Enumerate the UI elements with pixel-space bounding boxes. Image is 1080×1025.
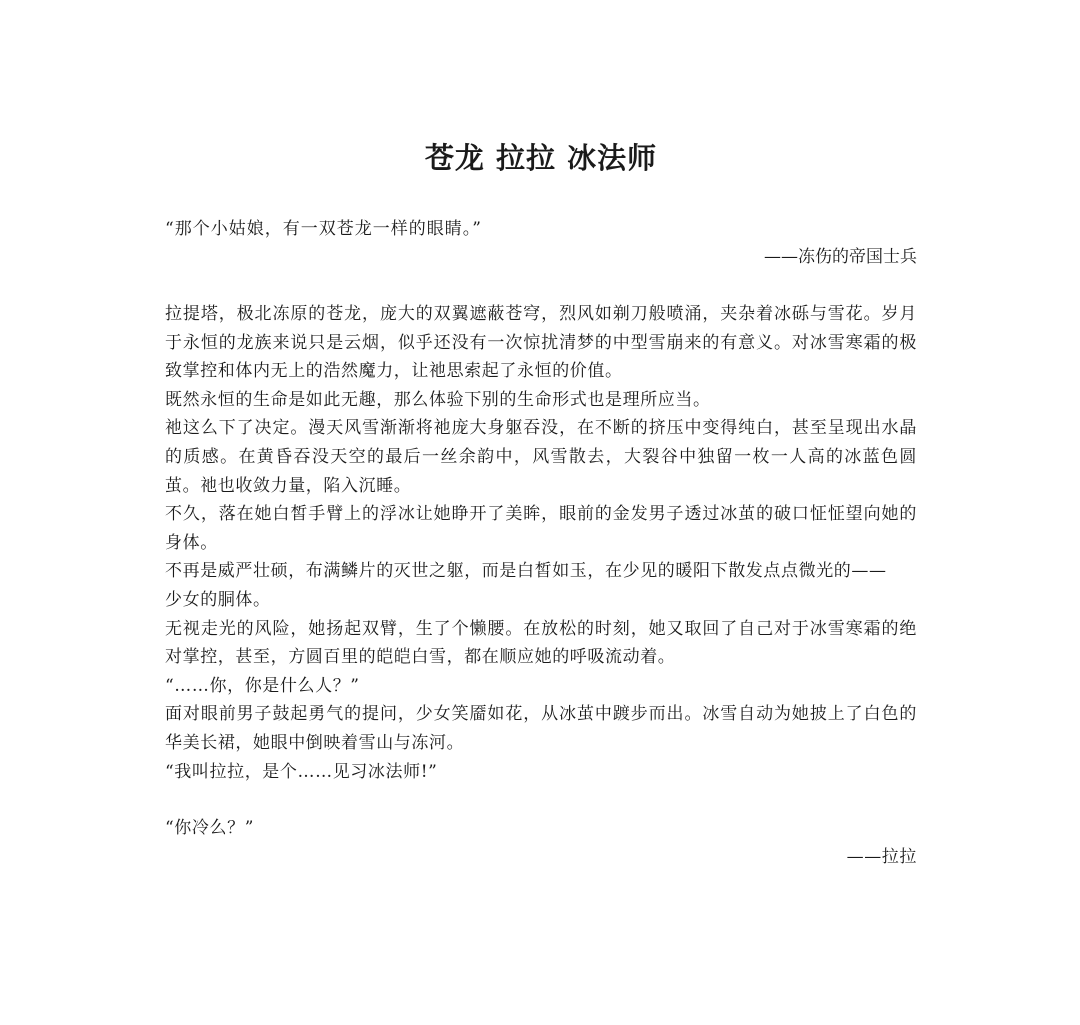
epigraph <box>165 215 917 271</box>
paragraph: 祂这么下了决定。漫天风雪渐渐将祂庞大身躯吞没，在不断的挤压中变得纯白，甚至呈现出水晶的质感。在黄昏吞没天空的最后一丝余韵中，风雪散去，大裂谷中独留一枚一人高的冰蓝色圆茧。祂也收敛力量，陷入沉睡。 <box>165 418 917 496</box>
closing-attribution: ——拉拉 <box>846 846 917 867</box>
closing-quote: “你冷么？” <box>165 818 254 839</box>
paragraph: “……你，你是什么人？” <box>165 675 360 696</box>
paragraph: 不再是威严壮硕，布满鳞片的灭世之躯，而是白皙如玉，在少见的暖阳下散发点点微光的—— <box>165 561 887 582</box>
paragraph: 少女的胴体。 <box>165 589 271 610</box>
paragraph: 面对眼前男子鼓起勇气的提问，少女笑靥如花，从冰茧中踱步而出。冰雪自动为她披上了白色的华美长裙，她眼中倒映着雪山与冻河。 <box>165 704 917 753</box>
paragraph: 既然永恒的生命是如此无趣，那么体验下别的生命形式也是理所应当。 <box>165 389 711 410</box>
paragraph: “我叫拉拉，是个……见习冰法师!” <box>165 761 438 782</box>
page-title: 苍龙 拉拉 冰法师 <box>424 141 658 175</box>
epigraph-quote: “那个小姑娘，有一双苍龙一样的眼睛。” <box>165 219 482 239</box>
paragraph: 无视走光的风险，她扬起双臂，生了个懒腰。在放松的时刻，她又取回了自己对于冰雪寒霜的绝对掌控，甚至，方圆百里的皑皑白雪，都在顺应她的呼吸流动着。 <box>165 618 917 668</box>
paragraph: 不久，落在她白皙手臂上的浮冰让她睁开了美眸，眼前的金发男子透过冰茧的破口怔怔望向她的身体。 <box>165 504 917 553</box>
paragraph: 拉提塔，极北冻原的苍龙，庞大的双翼遮蔽苍穹，烈风如剃刀般喷涌，夹杂着冰砾与雪花。岁月于永恒的龙族来说只是云烟，似乎还没有一次惊扰清梦的中型雪崩来的有意义。对冰雪寒霜的极致掌控和体内无上的浩然魔力，让祂思索起了永恒的价值。 <box>165 304 917 382</box>
epigraph-attribution: ——冻伤的帝国士兵 <box>764 247 917 267</box>
blank-line <box>165 786 917 814</box>
story-body <box>165 300 917 871</box>
